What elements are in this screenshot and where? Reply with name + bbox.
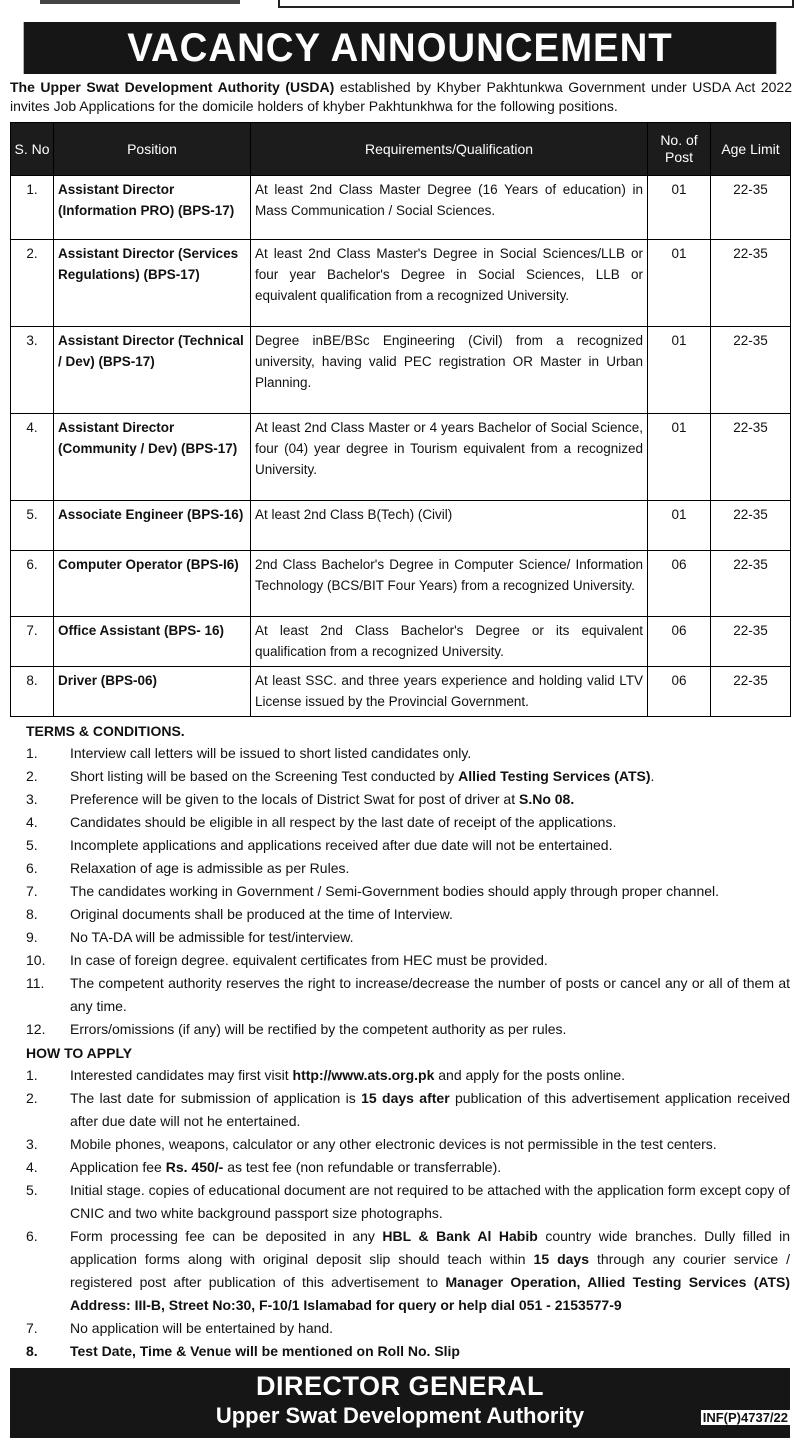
row-posts: 06 [648, 551, 711, 617]
page-title: VACANCY ANNOUNCEMENT [24, 22, 777, 74]
list-item [26, 742, 790, 765]
item-number: 2. [26, 768, 38, 784]
table-row [11, 414, 791, 501]
apply-list [26, 1064, 790, 1363]
row-position: Assistant Director (Technical / Dev) (BPS-17) [54, 327, 251, 414]
row-requirements: At least 2nd Class Master or 4 years Bachelor of Social Science, four (04) year degree in Tourism equivalent from a recognized University. [251, 414, 648, 501]
item-text: The last date for submission of application is 15 days after publication of this advertisement application received after due date will not he entertained. [70, 1090, 790, 1129]
apply-heading: HOW TO APPLY [26, 1045, 133, 1061]
list-item [26, 1087, 790, 1133]
item-number: 2. [26, 1090, 38, 1106]
item-text: Application fee Rs. 450/- as test fee (non refundable or transferrable). [70, 1159, 502, 1175]
row-position: Assistant Director (Services Regulations) (BPS-17) [54, 240, 251, 327]
header-position: Position [54, 123, 251, 176]
table-header-row [11, 123, 791, 176]
list-item [26, 1317, 790, 1340]
header-sno: S. No [11, 123, 54, 176]
terms-list [26, 742, 790, 1041]
list-item [26, 1340, 790, 1363]
row-position: Driver (BPS-06) [54, 667, 251, 717]
row-sno: 8. [11, 667, 54, 717]
item-number: 7. [26, 883, 38, 899]
list-item [26, 857, 790, 880]
table-row [11, 176, 791, 240]
table-row [11, 667, 791, 717]
row-requirements: At least SSC. and three years experience and holding valid LTV License issued by the Provincial Government. [251, 667, 648, 717]
item-text: Preference will be given to the locals of District Swat for post of driver at S.No 08. [70, 791, 575, 807]
item-text: The candidates working in Government / Semi-Government bodies should apply through proper channel. [70, 883, 720, 899]
item-text: In case of foreign degree. equivalent certificates from HEC must be provided. [70, 952, 548, 968]
item-number: 6. [26, 1228, 38, 1244]
list-item [26, 1179, 790, 1225]
list-item [26, 1018, 790, 1041]
item-text: Original documents shall be produced at the time of Interview. [70, 906, 453, 922]
list-item [26, 926, 790, 949]
intro-org: The Upper Swat Development Authority (USDA) [10, 79, 335, 95]
row-posts: 06 [648, 667, 711, 717]
item-number: 5. [26, 1182, 38, 1198]
apply-section [26, 1042, 790, 1363]
row-age: 22-35 [711, 667, 791, 717]
header-age: Age Limit [711, 123, 791, 176]
row-sno: 6. [11, 551, 54, 617]
list-item [26, 788, 790, 811]
row-age: 22-35 [711, 327, 791, 414]
item-number: 3. [26, 1136, 38, 1152]
list-item [26, 811, 790, 834]
top-edge-bar [40, 0, 240, 4]
item-text: No application will be entertained by hand. [70, 1320, 334, 1336]
list-item [26, 949, 790, 972]
table-row [11, 501, 791, 551]
row-requirements: At least 2nd Class Master's Degree in Social Sciences/LLB or four year Bachelor's Degree in Social Sciences, LLB or equivalent qualification from a recognized University. [251, 240, 648, 327]
top-edge-fragment [0, 0, 800, 8]
table-row [11, 327, 791, 414]
signature-footer [10, 1368, 790, 1438]
inf-reference: INF(P)4737/22 [702, 1410, 788, 1425]
row-posts: 01 [648, 240, 711, 327]
row-age: 22-35 [711, 551, 791, 617]
designation: DIRECTOR GENERAL [255, 1371, 545, 1401]
list-item [26, 765, 790, 788]
row-sno: 5. [11, 501, 54, 551]
item-text: The competent authority reserves the right to increase/decrease the number of posts or cancel any or all of them at any time. [70, 975, 790, 1014]
item-text: Initial stage. copies of educational document are not required to be attached with the application form except copy of CNIC and two white background passport size photographs. [70, 1182, 790, 1221]
authority-name: Upper Swat Development Authority [215, 1403, 585, 1428]
row-requirements: At least 2nd Class Master Degree (16 Years of education) in Mass Communication / Social Sciences. [251, 176, 648, 240]
top-edge-box [278, 0, 794, 8]
row-age: 22-35 [711, 501, 791, 551]
item-text: Incomplete applications and applications received after due date will not be entertained. [70, 837, 613, 853]
item-number: 1. [26, 745, 38, 761]
item-number: 5. [26, 837, 38, 853]
item-text: Mobile phones, weapons, calculator or any other electronic devices is not permissible in the test centers. [70, 1136, 717, 1152]
row-posts: 06 [648, 617, 711, 667]
row-requirements: 2nd Class Bachelor's Degree in Computer Science/ Information Technology (BCS/BIT Four Years) from a recognized University. [251, 551, 648, 617]
intro-paragraph [10, 78, 792, 116]
item-number: 8. [26, 1343, 38, 1359]
item-number: 4. [26, 1159, 38, 1175]
row-position: Computer Operator (BPS-I6) [54, 551, 251, 617]
item-number: 8. [26, 906, 38, 922]
item-number: 1. [26, 1067, 38, 1083]
row-position: Assistant Director (Information PRO) (BPS-17) [54, 176, 251, 240]
item-number: 4. [26, 814, 38, 830]
row-age: 22-35 [711, 414, 791, 501]
item-text: Relaxation of age is admissible as per Rules. [70, 860, 350, 876]
row-sno: 3. [11, 327, 54, 414]
row-sno: 4. [11, 414, 54, 501]
header-posts: No. of Post [648, 123, 711, 176]
item-number: 7. [26, 1320, 38, 1336]
row-sno: 1. [11, 176, 54, 240]
list-item [26, 1064, 790, 1087]
row-requirements: Degree inBE/BSc Engineering (Civil) from a recognized university, having valid PEC registration OR Master in Urban Planning. [251, 327, 648, 414]
list-item [26, 903, 790, 926]
list-item [26, 972, 790, 1018]
row-posts: 01 [648, 501, 711, 551]
item-number: 11. [26, 975, 45, 991]
list-item [26, 1133, 790, 1156]
item-text: Candidates should be eligible in all respect by the last date of receipt of the applications. [70, 814, 617, 830]
row-sno: 2. [11, 240, 54, 327]
table-row [11, 240, 791, 327]
row-posts: 01 [648, 327, 711, 414]
row-requirements: At least 2nd Class Bachelor's Degree or its equivalent qualification from a recognized University. [251, 617, 648, 667]
row-age: 22-35 [711, 617, 791, 667]
list-item [26, 1156, 790, 1179]
terms-section [26, 720, 790, 1041]
table-row [11, 617, 791, 667]
item-text: Interested candidates may first visit http://www.ats.org.pk and apply for the posts online. [70, 1067, 626, 1083]
row-position: Associate Engineer (BPS-16) [54, 501, 251, 551]
item-text: No TA-DA will be admissible for test/interview. [70, 929, 354, 945]
item-number: 9. [26, 929, 38, 945]
item-text: Interview call letters will be issued to short listed candidates only. [70, 745, 472, 761]
item-text: Test Date, Time & Venue will be mentioned on Roll No. Slip [70, 1343, 460, 1359]
list-item [26, 1225, 790, 1317]
table-row [11, 551, 791, 617]
terms-heading: TERMS & CONDITIONS. [26, 723, 185, 739]
item-number: 10. [26, 952, 46, 968]
row-requirements: At least 2nd Class B(Tech) (Civil) [251, 501, 648, 551]
item-text: Errors/omissions (if any) will be rectified by the competent authority as per rules. [70, 1021, 567, 1037]
list-item [26, 834, 790, 857]
row-position: Assistant Director (Community / Dev) (BPS-17) [54, 414, 251, 501]
ats-website: http://www.ats.org.pk [292, 1067, 435, 1083]
list-item [26, 880, 790, 903]
row-age: 22-35 [711, 176, 791, 240]
row-posts: 01 [648, 176, 711, 240]
intro-text: established by Khyber Pakhtunkwa Government under USDA Act 2022 invites Job Applications for the domicile holders of khyber Pakhtunkhwa for the following positions. [10, 79, 793, 114]
item-number: 6. [26, 860, 38, 876]
item-number: 3. [26, 791, 38, 807]
vacancy-table [10, 122, 791, 717]
row-posts: 01 [648, 414, 711, 501]
row-position: Office Assistant (BPS- 16) [54, 617, 251, 667]
item-text: Form processing fee can be deposited in any HBL & Bank Al Habib country wide branches. Dully filled in application forms along with original deposit slip should teach within 15 days through any courier service / registered post after publication of this advertisement to Manager Operation, Allied Testing Services (ATS) Address: III-B, Street No:30, F-10/1 Islamabad for query or help dial 051 - 2153577-9 [70, 1228, 791, 1313]
row-age: 22-35 [711, 240, 791, 327]
header-requirements: Requirements/Qualification [251, 123, 648, 176]
item-text: Short listing will be based on the Screening Test conducted by Allied Testing Services (ATS). [70, 768, 655, 784]
item-number: 12. [26, 1021, 46, 1037]
row-sno: 7. [11, 617, 54, 667]
